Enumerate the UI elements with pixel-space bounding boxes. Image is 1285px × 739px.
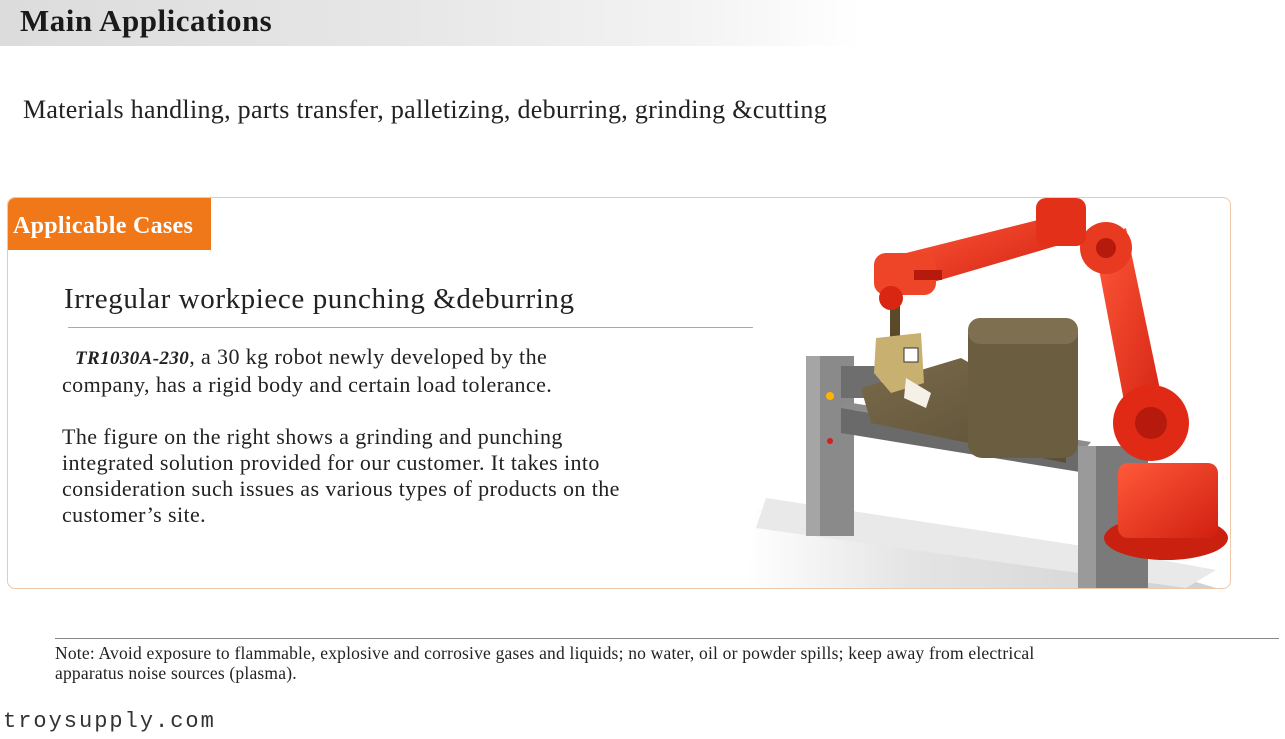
case-paragraph-1 bbox=[62, 344, 622, 398]
applicable-cases-tab: Applicable Cases bbox=[8, 198, 211, 250]
robot-base bbox=[1118, 463, 1218, 538]
robot-cell-illustration bbox=[746, 198, 1230, 588]
case-heading-divider bbox=[68, 327, 753, 328]
robot-model-name: TR1030A-230 bbox=[75, 348, 190, 369]
page-title: Main Applications bbox=[20, 3, 273, 38]
header-bar bbox=[0, 0, 860, 46]
note-divider bbox=[55, 638, 1279, 639]
case-heading: Irregular workpiece punching &deburring bbox=[64, 283, 575, 315]
case-paragraph-2: The figure on the right shows a grinding and punching integrated solution provided for our customer. It takes into consideration such issues as various types of products on the customer’s site. bbox=[62, 424, 620, 527]
safety-note: Note: Avoid exposure to flammable, explosive and corrosive gases and liquids; no water, oil or powder spills; keep away from electrical apparatus noise sources (plasma). bbox=[55, 643, 1035, 683]
applicable-cases-panel bbox=[7, 197, 1231, 589]
case-description bbox=[62, 344, 622, 528]
case-paragraph-1-text: , a 30 kg robot newly developed by the company, has a rigid body and certain load tolerance. bbox=[62, 344, 553, 397]
applications-list: Materials handling, parts transfer, palletizing, deburring, grinding &cutting bbox=[23, 95, 828, 124]
footer-website-url: troysupply.com bbox=[3, 709, 216, 734]
